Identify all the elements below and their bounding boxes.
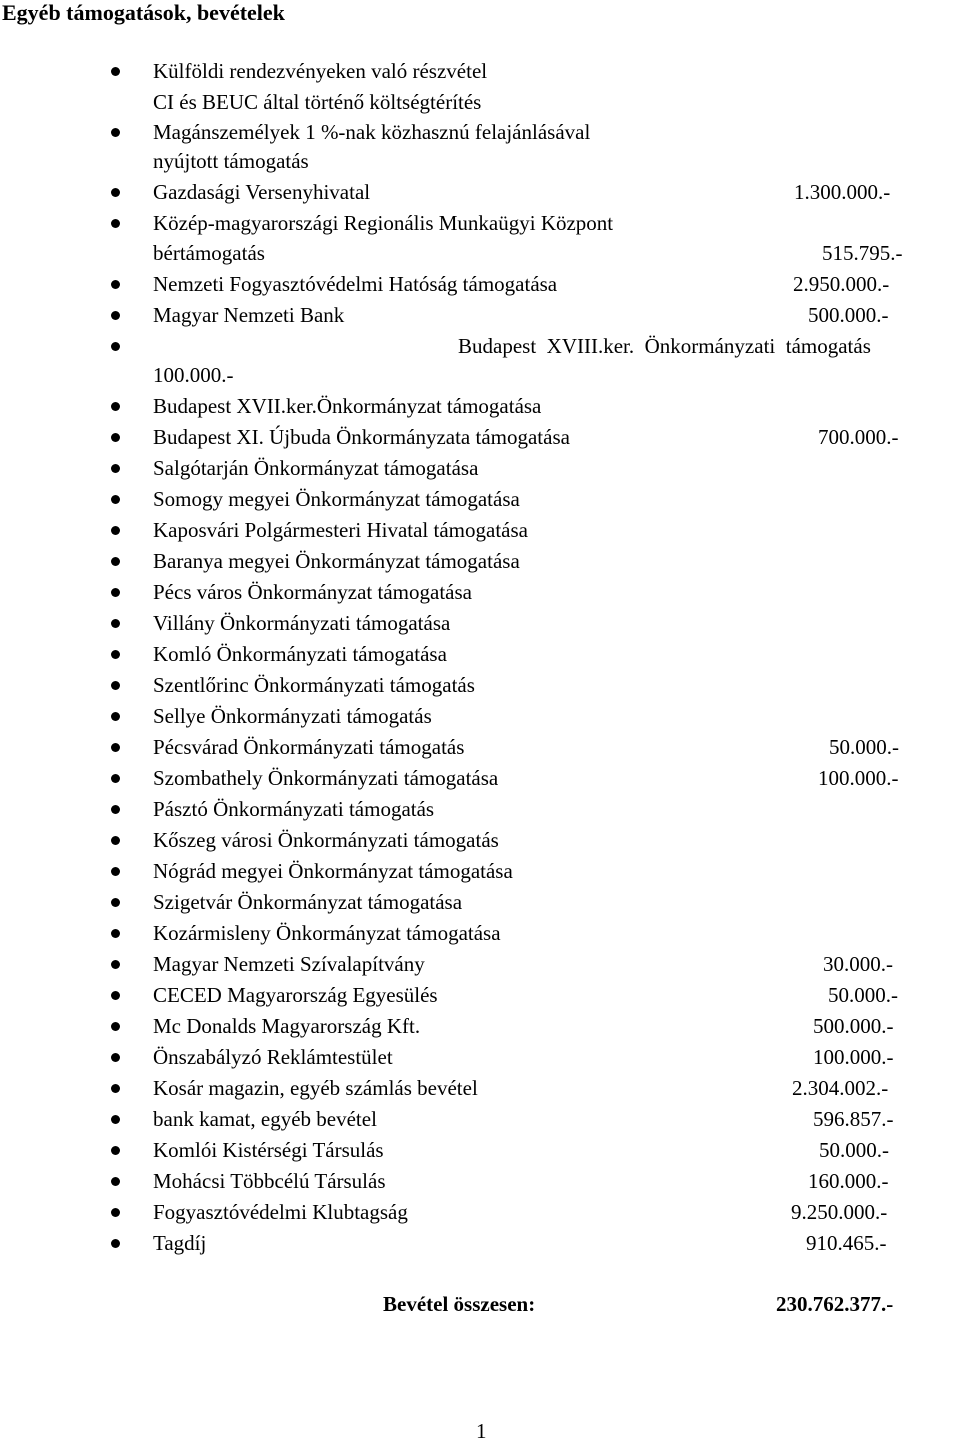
list-item [0,763,960,794]
item-amount: 700.000.- [818,425,899,449]
item-label: Önszabályzó Reklámtestület [153,1045,393,1069]
list-item [0,825,960,856]
item-label: Kosár magazin, egyéb számlás bevétel [153,1076,478,1100]
item-amount: 500.000.- [813,1014,894,1038]
item-amount: 160.000.- [808,1169,889,1193]
item-label-continuation: CI és BEUC által történő költségtérítés [153,90,482,114]
item-amount: 100.000.- [818,766,899,790]
item-label: Szigetvár Önkormányzat támogatása [153,890,463,914]
item-amount: 30.000.- [823,952,893,976]
list-item [0,918,960,949]
item-label-continuation: nyújtott támogatás [153,149,309,173]
bullet-icon [111,588,120,597]
item-label: Tagdíj [153,1231,207,1255]
list-item [0,670,960,701]
list-item [0,639,960,670]
item-label: Fogyasztóvédelmi Klubtagság [153,1200,408,1224]
item-label: Mc Donalds Magyarország Kft. [153,1014,421,1038]
total-value: 230.762.377.- [776,1292,894,1316]
item-label: Nógrád megyei Önkormányzat támogatása [153,859,513,883]
list-item [0,701,960,732]
list-item [0,856,960,887]
bullet-icon [111,311,120,320]
list-item [0,1135,960,1166]
list-item-continuation [0,238,960,269]
page-number: 1 [476,1419,487,1443]
bullet-icon [111,743,120,752]
bullet-icon [111,929,120,938]
bullet-icon [111,526,120,535]
bullet-icon [111,867,120,876]
list-item [0,949,960,980]
list-item [0,56,960,87]
item-label: Salgótarján Önkormányzat támogatása [153,456,479,480]
section-heading: Egyéb támogatások, bevételek [2,0,285,25]
item-label: Komlói Kistérségi Társulás [153,1138,384,1162]
list-item [0,331,960,362]
item-amount: 50.000.- [829,735,899,759]
bullet-icon [111,712,120,721]
item-label: Szentlőrinc Önkormányzati támogatás [153,673,475,697]
bullet-icon [111,650,120,659]
list-item [0,1042,960,1073]
item-amount: 50.000.- [819,1138,889,1162]
item-amount: 2.304.002.- [792,1076,889,1100]
list-item [0,608,960,639]
item-label: Magyar Nemzeti Bank [153,303,345,327]
list-item [0,1228,960,1259]
item-label: Kaposvári Polgármesteri Hivatal támogatása [153,518,528,542]
list-item [0,422,960,453]
item-amount: 100.000.- [813,1045,894,1069]
list-item [0,887,960,918]
item-label: Pécsvárad Önkormányzati támogatás [153,735,465,759]
bullet-icon [111,219,120,228]
bullet-icon [111,1208,120,1217]
list-item [0,1011,960,1042]
list-item [0,1073,960,1104]
list-item [0,577,960,608]
item-label: Közép-magyarországi Regionális Munkaügyi Központ [153,211,614,235]
item-label: Magánszemélyek 1 %-nak közhasznú felajánlásával [153,120,591,144]
item-label: CECED Magyarország Egyesülés [153,983,438,1007]
item-amount: 1.300.000.- [794,180,891,204]
bullet-icon [111,1177,120,1186]
item-amount: 2.950.000.- [793,272,890,296]
item-label: Pécs város Önkormányzat támogatása [153,580,472,604]
bullet-icon [111,681,120,690]
item-label: Magyar Nemzeti Szívalapítvány [153,952,425,976]
item-label: Kozármisleny Önkormányzat támogatása [153,921,501,945]
item-label: Sellye Önkormányzati támogatás [153,704,432,728]
item-label: Mohácsi Többcélú Társulás [153,1169,386,1193]
list-item [0,732,960,763]
item-label: Nemzeti Fogyasztóvédelmi Hatóság támogatása [153,272,558,296]
list-item [0,269,960,300]
bullet-icon [111,188,120,197]
list-item [0,1104,960,1135]
item-label: Budapest XVII.ker.Önkormányzat támogatása [153,394,542,418]
bullet-icon [111,342,120,351]
item-label: Külföldi rendezvényeken való részvétel [153,59,488,83]
item-label: Budapest XVIII.ker. Önkormányzati támogatás [458,334,871,358]
list-item [0,208,960,239]
bullet-icon [111,128,120,137]
item-label: Budapest XI. Újbuda Önkormányzata támogatása [153,425,570,449]
list-item [0,300,960,331]
bullet-icon [111,836,120,845]
bullet-icon [111,495,120,504]
bullet-icon [111,1053,120,1062]
item-label-continuation: 100.000.- [153,363,234,387]
list-item [0,1166,960,1197]
bullet-icon [111,402,120,411]
bullet-icon [111,1022,120,1031]
list-item [0,391,960,422]
bullet-icon [111,898,120,907]
item-amount: 910.465.- [806,1231,887,1255]
bullet-icon [111,960,120,969]
list-item [0,484,960,515]
item-label: Baranya megyei Önkormányzat támogatása [153,549,520,573]
bullet-icon [111,433,120,442]
item-label: Somogy megyei Önkormányzat támogatása [153,487,520,511]
bullet-icon [111,805,120,814]
total-label: Bevétel összesen: [383,1292,536,1316]
item-amount: 50.000.- [828,983,898,1007]
item-label: Villány Önkormányzati támogatása [153,611,451,635]
list-item [0,1197,960,1228]
bullet-icon [111,557,120,566]
bullet-icon [111,464,120,473]
item-amount: 500.000.- [808,303,889,327]
list-item [0,515,960,546]
list-item-continuation [0,146,960,177]
item-label-continuation: bértámogatás [153,241,265,265]
item-amount: 9.250.000.- [791,1200,888,1224]
item-amount: 515.795.- [822,241,903,265]
list-item [0,546,960,577]
item-label: bank kamat, egyéb bevétel [153,1107,377,1131]
list-item [0,453,960,484]
item-label: Szombathely Önkormányzati támogatása [153,766,499,790]
list-item [0,980,960,1011]
item-label: Komló Önkormányzati támogatása [153,642,447,666]
bullet-icon [111,774,120,783]
bullet-icon [111,1115,120,1124]
bullet-icon [111,619,120,628]
list-item-continuation [0,360,960,391]
list-item-continuation [0,87,960,118]
list-item [0,794,960,825]
item-amount: 596.857.- [813,1107,894,1131]
list-item [0,177,960,208]
list-item [0,117,960,148]
bullet-icon [111,280,120,289]
item-label: Pásztó Önkormányzati támogatás [153,797,435,821]
bullet-icon [111,1146,120,1155]
bullet-icon [111,991,120,1000]
bullet-icon [111,67,120,76]
bullet-icon [111,1239,120,1248]
item-label: Kőszeg városi Önkormányzati támogatás [153,828,499,852]
bullet-icon [111,1084,120,1093]
item-label: Gazdasági Versenyhivatal [153,180,371,204]
